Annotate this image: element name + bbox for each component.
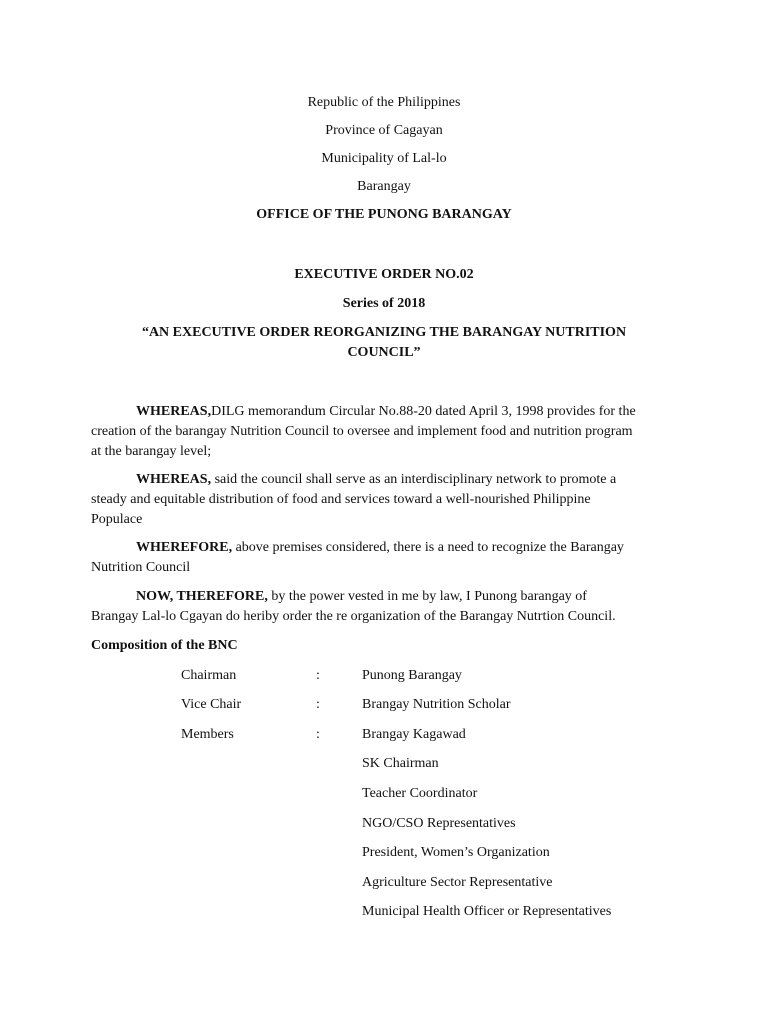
member-list-item: Teacher Coordinator — [362, 786, 478, 801]
clause-lead: NOW, THEREFORE, — [136, 589, 268, 604]
composition-role: Chairman — [181, 668, 237, 683]
clause-text: DILG memorandum Circular No.88-20 dated April 3, 1998 provides for the — [211, 404, 636, 419]
clause-text: at the barangay level; — [91, 444, 212, 459]
whereas-clause-2 — [91, 470, 691, 530]
member-list-item: SK Chairman — [362, 756, 439, 771]
composition-separator: : — [316, 668, 320, 683]
header-office: OFFICE OF THE PUNONG BARANGAY — [256, 207, 512, 222]
clause-lead: WHEREAS, — [136, 472, 212, 487]
whereas-clause-1 — [91, 402, 691, 462]
composition-separator: : — [316, 727, 320, 742]
header-barangay: Barangay — [357, 179, 411, 194]
clause-text: Nutrition Council — [91, 560, 191, 575]
clause-lead: WHEREAS, — [136, 404, 212, 419]
order-series: Series of 2018 — [342, 296, 426, 311]
member-list-item: Municipal Health Officer or Representatives — [362, 904, 612, 919]
member-list-item: Agriculture Sector Representative — [362, 875, 553, 890]
wherefore-clause — [91, 538, 691, 578]
composition-separator: : — [316, 697, 320, 712]
clause-text: Brangay Lal-lo Cgayan do heriby order the re organization of the Barangay Nutrtion Council. — [91, 609, 616, 624]
composition-member: Punong Barangay — [362, 668, 462, 683]
clause-text: above premises considered, there is a need to recognize the Barangay — [232, 540, 624, 555]
member-list-item: President, Women’s Organization — [362, 845, 550, 860]
composition-member: Brangay Nutrition Scholar — [362, 697, 511, 712]
clause-text: creation of the barangay Nutrition Council to oversee and implement food and nutrition program — [91, 424, 633, 439]
member-list-item: NGO/CSO Representatives — [362, 816, 516, 831]
header-republic: Republic of the Philippines — [307, 95, 461, 110]
header-province: Province of Cagayan — [325, 123, 443, 138]
clause-lead: WHEREFORE, — [136, 540, 233, 555]
composition-heading: Composition of the BNC — [91, 638, 238, 653]
clause-text: said the council shall serve as an interdisciplinary network to promote a — [211, 472, 617, 487]
now-therefore-clause — [91, 587, 691, 627]
clause-text: by the power vested in me by law, I Punong barangay of — [267, 589, 587, 604]
composition-role: Members — [181, 727, 234, 742]
order-title-line1: “AN EXECUTIVE ORDER REORGANIZING THE BARANGAY NUTRITION — [141, 325, 627, 340]
order-title-line2: COUNCIL” — [347, 345, 421, 360]
clause-text: Populace — [91, 512, 143, 527]
order-number: EXECUTIVE ORDER NO.02 — [294, 267, 474, 282]
header-municipality: Municipality of Lal-lo — [321, 151, 447, 166]
composition-member: Brangay Kagawad — [362, 727, 466, 742]
composition-role: Vice Chair — [181, 697, 242, 712]
clause-text: steady and equitable distribution of food and services toward a well-nourished Philippine — [91, 492, 591, 507]
